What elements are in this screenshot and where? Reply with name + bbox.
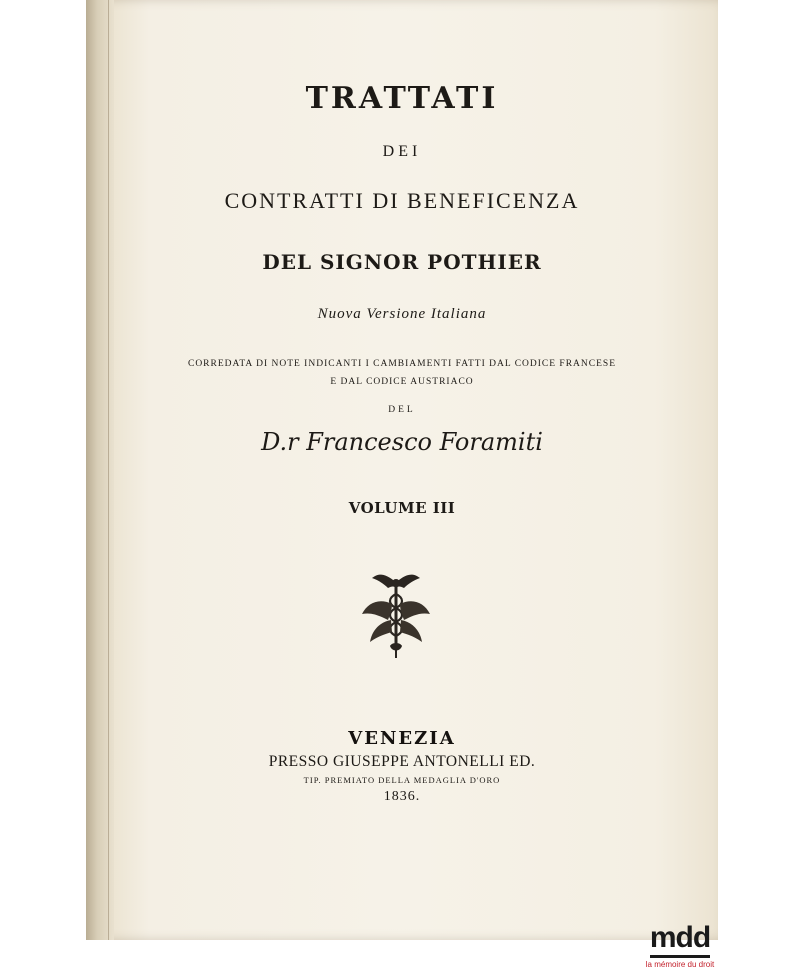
translator-prefix: DEL <box>388 405 416 415</box>
mdd-watermark-logo <box>632 922 728 976</box>
caduceus-emblem-icon <box>358 568 434 660</box>
book-title-connector: DEI <box>382 143 422 160</box>
book-title: TRATTATI <box>305 81 499 116</box>
notes-line-2: E DAL CODICE AUSTRIACO <box>330 377 474 387</box>
translator-name: D.r Francesco Foramiti <box>261 428 543 456</box>
notes-description <box>126 355 678 391</box>
notes-line-1: CORREDATA DI NOTE INDICANTI I CAMBIAMENTI FATTI DAL CODICE FRANCESE <box>187 359 617 369</box>
book-title-page <box>86 0 718 940</box>
logo-rule <box>650 955 710 958</box>
book-author: DEL SIGNOR POTHIER <box>262 250 542 274</box>
press-award: TIP. PREMIATO DELLA MEDAGLIA D'ORO <box>303 775 501 785</box>
publisher-name: PRESSO GIUSEPPE ANTONELLI ED. <box>268 753 536 770</box>
book-subtitle: CONTRATTI DI BENEFICENZA <box>224 188 580 213</box>
version-note: Nuova Versione Italiana <box>317 306 487 322</box>
publication-year: 1836. <box>383 789 421 804</box>
volume-number: VOLUME III <box>348 499 456 517</box>
logo-tagline: la mémoire du droit <box>645 960 715 969</box>
logo-mark: mdd <box>649 921 711 954</box>
publication-city: VENEZIA <box>348 728 456 749</box>
